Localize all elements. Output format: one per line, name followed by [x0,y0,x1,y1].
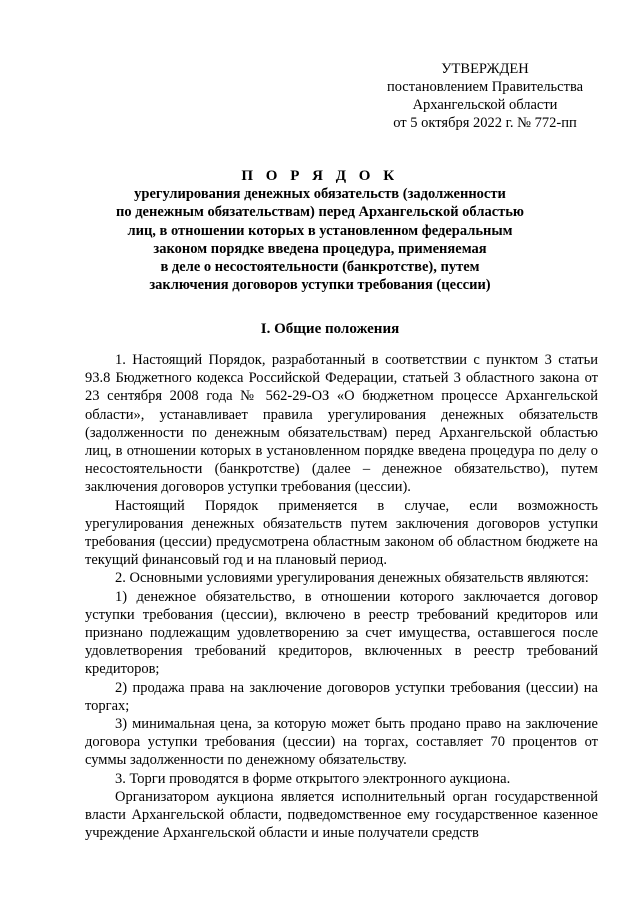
document-subtitle-line: заключения договоров уступки требования (цессии) [149,277,491,294]
document-body [85,351,598,842]
document-subtitle-line: урегулирования денежных обязательств (задолженности [134,186,506,203]
document-title: П О Р Я Д О К [241,168,399,184]
document-subtitle-line: по денежным обязательствам) перед Архангельской областью [115,204,525,221]
body-paragraph: Организатором аукциона является исполнительный орган государственной власти Архангельской области, подведомственное ему государственное казенное учреждение Архангельской области и иные получатели средств [85,788,598,842]
body-paragraph: 3) минимальная цена, за которую может быть продано право на заключение договора уступки требования (цессии) на торгах, составляет 70 процентов от суммы задолженности по денежному обязательству. [85,716,598,769]
approval-line-resolution: постановлением Правительства [386,79,584,95]
body-paragraph: 1) денежное обязательство, в отношении которого заключается договор уступки требования (цессии), включено в реестр требований кредиторов или признано подлежащим удовлетворению за счет имущества, оставшегося после удовлетворения требований кредиторов, включенных в реестр требований кредиторов; [85,588,598,678]
document-subtitle-line: в деле о несостоятельности (банкротстве), путем [160,259,480,276]
document-title-block [100,167,540,294]
document-subtitle-line: законом порядке введена процедура, применяемая [153,240,487,257]
section-heading: I. Общие положения [260,321,400,337]
body-paragraph: Настоящий Порядок применяется в случае, если возможность урегулирования денежных обязательств путем заключения договоров уступки требования (цессии) предусмотрена областным законом об областном бюджете на текущий финансовый год и на плановый период. [85,497,598,569]
body-paragraph: 1. Настоящий Порядок, разработанный в соответствии с пунктом 3 статьи 93.8 Бюджетного кодекса Российской Федерации, статьей 3 областного закона от 23 сентября 2008 года № 562-29-ОЗ «О бюджетном процессе Архангельской области», устанавливает правила урегулирования денежных обязательств (задолженности по денежным обязательствам) перед Архангельской областью лиц, в отношении которых в установленном порядке введена процедура по делу о несостоятельности (банкротстве) (далее – денежное обязательство), путем заключения договоров уступки требования (цессии). [85,352,598,496]
approval-line-region: Архангельской области [412,97,558,113]
approval-line-approved: УТВЕРЖДЕН [441,61,529,77]
approval-stamp [380,60,590,132]
body-paragraph: 3. Торги проводятся в форме открытого электронного аукциона. [115,770,511,787]
body-paragraph: 2. Основными условиями урегулирования денежных обязательств являются: [115,570,589,587]
document-subtitle-line: лиц, в отношении которых в установленном федеральным [127,222,513,239]
body-paragraph: 2) продажа права на заключение договоров уступки требования (цессии) на торгах; [85,679,598,714]
approval-line-date-number: от 5 октября 2022 г. № 772-пп [393,115,577,131]
